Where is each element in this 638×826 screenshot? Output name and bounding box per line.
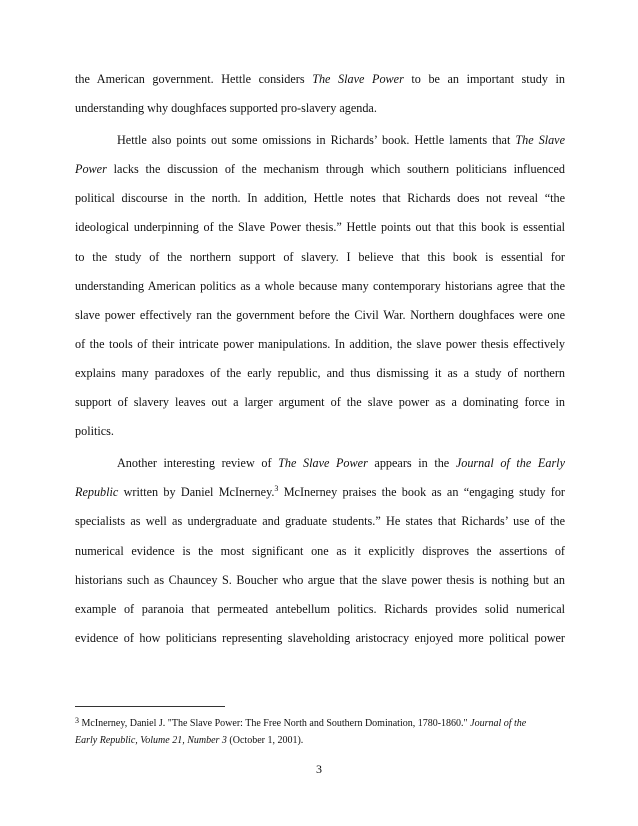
text-run: written by Daniel McInerney. [118, 485, 275, 500]
text-line: to the study of the northern support of slavery. I believe that this book is essential for [75, 249, 565, 264]
text-run: Hettle also points out some omissions in Richards’ book. Hettle laments that [117, 133, 516, 148]
journal-title: Republic [75, 485, 119, 500]
journal-title: Journal of the Early [455, 456, 565, 471]
text-run: Another interesting review of [117, 456, 279, 471]
text-run: the American government. Hettle considers [75, 72, 313, 86]
text-line: ideological underpinning of the Slave Power thesis.” Hettle points out that this book is essential [75, 220, 565, 235]
footnote-date: (October 1, 2001). [226, 735, 304, 746]
text-line: support of slavery leaves out a larger argument of the slave power as a dominating force in [75, 395, 565, 410]
footnote-reference: 3 [274, 484, 279, 494]
text-line [75, 478, 565, 507]
text-line: political discourse in the north. In addition, Hettle notes that Richards does not reveal “the [75, 191, 565, 206]
text-line: numerical evidence is the most significant one as it explicitly disproves the assertions of [75, 543, 565, 558]
text-line: slave power effectively ran the government before the Civil War. Northern doughfaces were one [75, 307, 565, 322]
text-run: to be an important study in [403, 72, 566, 86]
text-run: appears in the [367, 456, 456, 471]
book-title: The Slave Power [278, 456, 368, 471]
text-run: lacks the discussion of the mechanism through which southern politicians influenced [106, 162, 565, 177]
text-line: understanding why doughfaces supported pro-slavery agenda. [75, 101, 377, 116]
footnote-mark: 3 [75, 716, 79, 725]
footnote-divider [75, 706, 225, 707]
body-text [75, 65, 565, 653]
page-number: 3 [316, 762, 322, 776]
footnote-journal: Journal of the [470, 718, 527, 729]
footnote [75, 712, 565, 749]
book-title: Power [75, 162, 107, 177]
text-line: explains many paradoxes of the early republic, and thus dismissing it as a study of northern [75, 365, 565, 380]
text-line: evidence of how politicians representing slaveholding aristocracy enjoyed more political power [75, 630, 565, 645]
text-line: politics. [75, 424, 114, 439]
text-run: McInerney praises the book as an “engaging study for [278, 485, 565, 500]
footnote-journal-volume: Early Republic, Volume 21, Number 3 [75, 735, 227, 746]
book-title: The Slave [515, 133, 565, 148]
text-line: historians such as Chauncey S. Boucher who argue that the slave power thesis is nothing but an [75, 572, 565, 587]
text-line: of the tools of their intricate power manipulations. In addition, the slave power thesis effectively [75, 336, 565, 351]
text-line [75, 65, 565, 94]
text-line: example of paranoia that permeated antebellum politics. Richards provides solid numerical [75, 601, 565, 616]
text-line: understanding American politics as a whole because many contemporary historians agree that the [75, 278, 565, 293]
footnote-citation: McInerney, Daniel J. "The Slave Power: The Free North and Southern Domination, 1780-1860." [79, 718, 471, 729]
text-line [75, 449, 565, 478]
text-line [75, 126, 565, 155]
book-title: The Slave Power [312, 72, 404, 86]
text-line: specialists as well as undergraduate and graduate students.” He states that Richards’ use of the [75, 514, 565, 529]
text-line [75, 155, 565, 184]
